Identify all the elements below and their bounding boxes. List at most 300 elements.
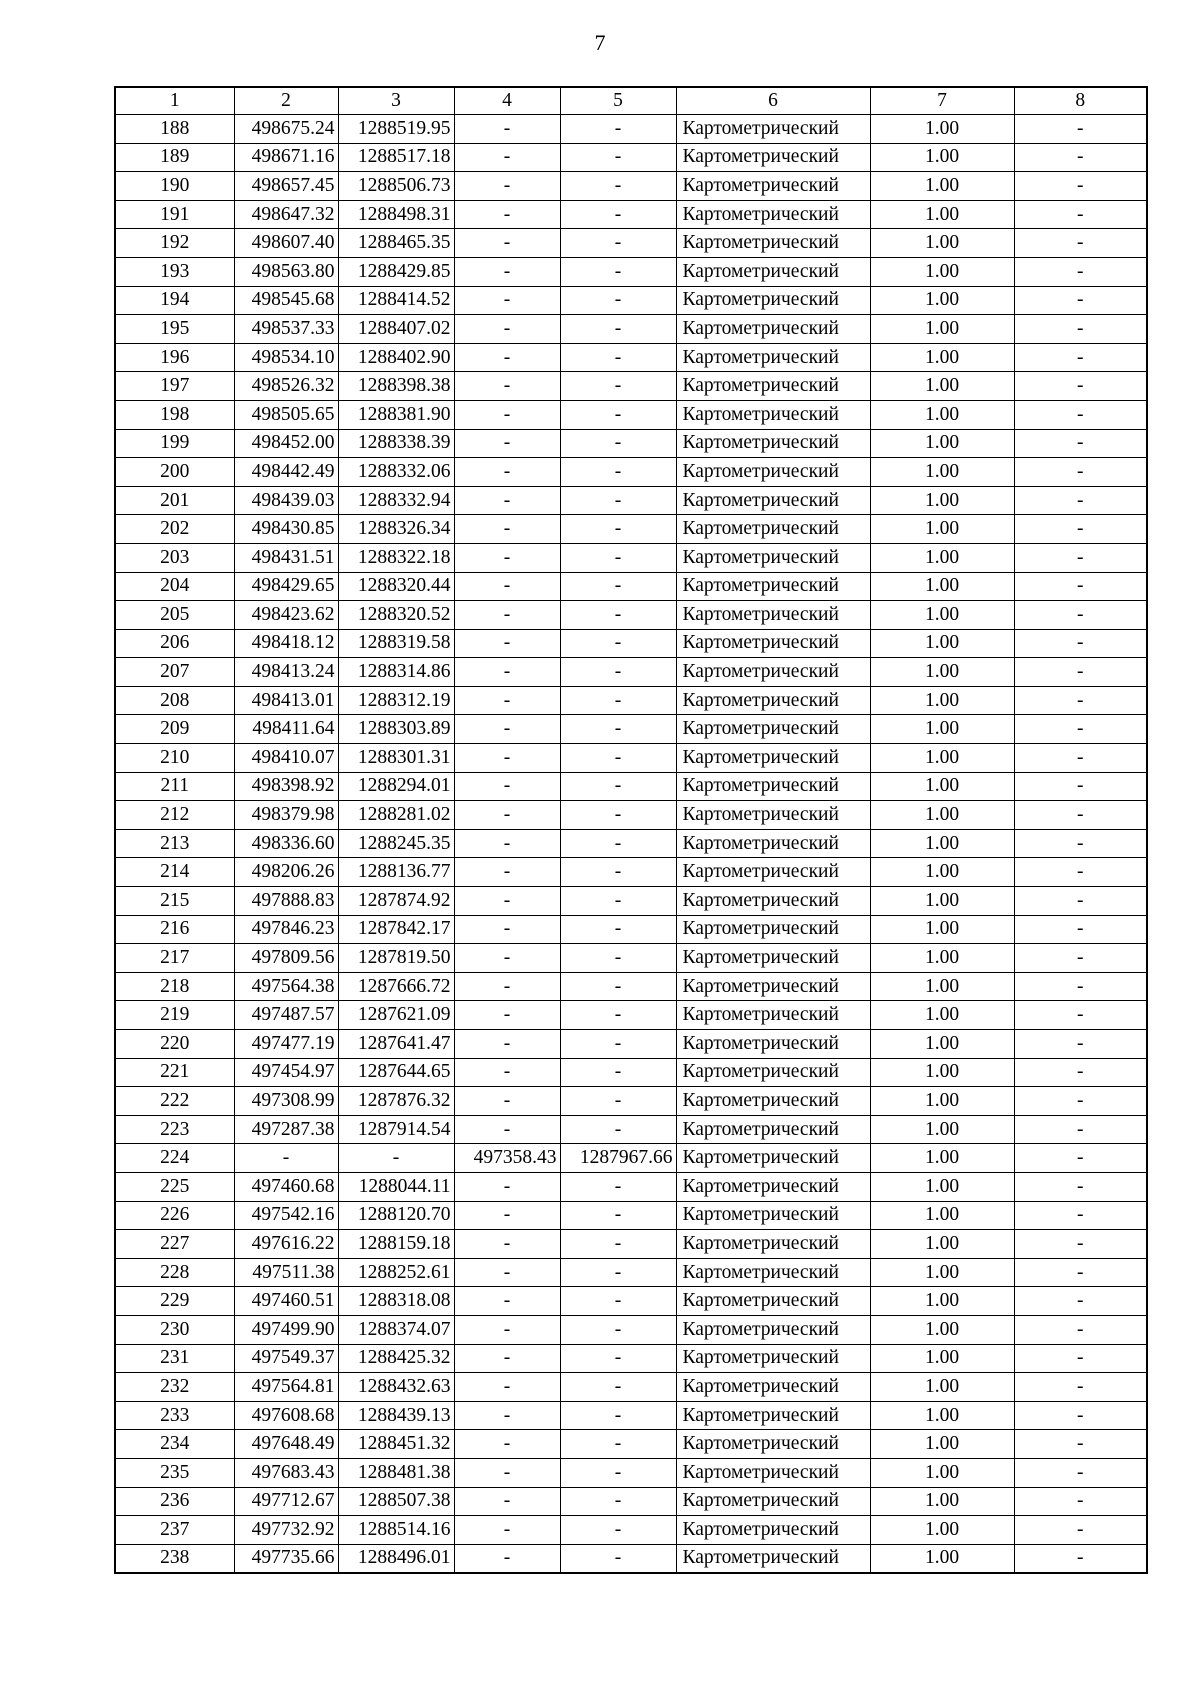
x-coordinate-cell: 497846.23 [234,915,338,944]
x-coordinate-cell: 497608.68 [234,1401,338,1430]
x-new-cell: - [454,1230,560,1259]
x-coordinate-cell: 498537.33 [234,315,338,344]
x-new-cell: - [454,515,560,544]
table-row [115,115,1147,144]
y-coordinate-cell: 1288320.52 [338,601,454,630]
y-new-cell: - [560,686,676,715]
x-coordinate-cell: 497712.67 [234,1487,338,1516]
point-number-cell: 223 [115,1115,234,1144]
x-coordinate-cell: 498430.85 [234,515,338,544]
y-coordinate-cell: 1288159.18 [338,1230,454,1259]
x-new-cell: - [454,715,560,744]
coordinates-table [114,86,1148,1574]
x-coordinate-cell: 497888.83 [234,887,338,916]
x-coordinate-cell: 498418.12 [234,629,338,658]
accuracy-cell: 1.00 [870,686,1014,715]
y-new-cell: - [560,715,676,744]
y-coordinate-cell: 1288312.19 [338,686,454,715]
y-new-cell: - [560,944,676,973]
point-number-cell: 218 [115,972,234,1001]
accuracy-cell: 1.00 [870,972,1014,1001]
table-row [115,1030,1147,1059]
x-coordinate-cell: 498647.32 [234,200,338,229]
x-coordinate-cell: 497454.97 [234,1058,338,1087]
y-coordinate-cell: 1288496.01 [338,1544,454,1573]
point-number-cell: 198 [115,400,234,429]
x-coordinate-cell: 498413.01 [234,686,338,715]
point-number-cell: 211 [115,772,234,801]
y-new-cell: - [560,1258,676,1287]
table-row [115,1401,1147,1430]
x-new-cell: - [454,172,560,201]
accuracy-cell: 1.00 [870,1172,1014,1201]
x-coordinate-cell: - [234,1144,338,1173]
description-cell: - [1014,801,1147,830]
description-cell: - [1014,744,1147,773]
point-number-cell: 215 [115,887,234,916]
method-cell: Картометрический [676,1201,870,1230]
y-new-cell: - [560,1487,676,1516]
y-coordinate-cell: 1288303.89 [338,715,454,744]
x-coordinate-cell: 498563.80 [234,257,338,286]
method-cell: Картометрический [676,1544,870,1573]
y-new-cell: - [560,801,676,830]
method-cell: Картометрический [676,686,870,715]
x-new-cell: - [454,686,560,715]
table-row [115,1544,1147,1573]
method-cell: Картометрический [676,1373,870,1402]
x-coordinate-cell: 498379.98 [234,801,338,830]
point-number-cell: 209 [115,715,234,744]
y-coordinate-cell: 1288519.95 [338,115,454,144]
x-new-cell: - [454,143,560,172]
table-row [115,629,1147,658]
y-coordinate-cell: 1288498.31 [338,200,454,229]
description-cell: - [1014,829,1147,858]
description-cell: - [1014,1201,1147,1230]
y-coordinate-cell: 1288432.63 [338,1373,454,1402]
description-cell: - [1014,400,1147,429]
description-cell: - [1014,1230,1147,1259]
point-number-cell: 202 [115,515,234,544]
y-new-cell: - [560,1030,676,1059]
table-row [115,1516,1147,1545]
x-coordinate-cell: 497683.43 [234,1458,338,1487]
table-row [115,887,1147,916]
y-coordinate-cell: 1287842.17 [338,915,454,944]
y-coordinate-cell: 1287644.65 [338,1058,454,1087]
description-cell: - [1014,1344,1147,1373]
y-coordinate-cell: 1288320.44 [338,572,454,601]
table-row [115,744,1147,773]
method-cell: Картометрический [676,601,870,630]
accuracy-cell: 1.00 [870,915,1014,944]
column-header: 8 [1014,87,1147,115]
description-cell: - [1014,1487,1147,1516]
y-coordinate-cell: 1287666.72 [338,972,454,1001]
accuracy-cell: 1.00 [870,1401,1014,1430]
x-coordinate-cell: 498671.16 [234,143,338,172]
y-new-cell: - [560,1458,676,1487]
point-number-cell: 192 [115,229,234,258]
description-cell: - [1014,429,1147,458]
method-cell: Картометрический [676,1172,870,1201]
y-new-cell: - [560,115,676,144]
y-coordinate-cell: 1288314.86 [338,658,454,687]
y-new-cell: - [560,1401,676,1430]
y-new-cell: - [560,1201,676,1230]
method-cell: Картометрический [676,286,870,315]
table-row [115,1430,1147,1459]
accuracy-cell: 1.00 [870,1001,1014,1030]
method-cell: Картометрический [676,801,870,830]
x-coordinate-cell: 498423.62 [234,601,338,630]
table-row [115,1144,1147,1173]
point-number-cell: 236 [115,1487,234,1516]
point-number-cell: 230 [115,1315,234,1344]
y-coordinate-cell: 1288318.08 [338,1287,454,1316]
point-number-cell: 227 [115,1230,234,1259]
accuracy-cell: 1.00 [870,458,1014,487]
point-number-cell: 200 [115,458,234,487]
description-cell: - [1014,1458,1147,1487]
description-cell: - [1014,1144,1147,1173]
x-new-cell: - [454,458,560,487]
y-coordinate-cell: 1288439.13 [338,1401,454,1430]
accuracy-cell: 1.00 [870,286,1014,315]
point-number-cell: 226 [115,1201,234,1230]
y-coordinate-cell: 1288301.31 [338,744,454,773]
accuracy-cell: 1.00 [870,1115,1014,1144]
y-new-cell: - [560,772,676,801]
method-cell: Картометрический [676,1458,870,1487]
method-cell: Картометрический [676,1258,870,1287]
x-new-cell: - [454,629,560,658]
accuracy-cell: 1.00 [870,372,1014,401]
column-header: 6 [676,87,870,115]
table-row [115,429,1147,458]
accuracy-cell: 1.00 [870,715,1014,744]
y-coordinate-cell: 1288506.73 [338,172,454,201]
point-number-cell: 233 [115,1401,234,1430]
description-cell: - [1014,1516,1147,1545]
method-cell: Картометрический [676,200,870,229]
method-cell: Картометрический [676,658,870,687]
point-number-cell: 228 [115,1258,234,1287]
description-cell: - [1014,858,1147,887]
y-coordinate-cell: 1287641.47 [338,1030,454,1059]
x-coordinate-cell: 498526.32 [234,372,338,401]
method-cell: Картометрический [676,744,870,773]
y-coordinate-cell: 1288326.34 [338,515,454,544]
accuracy-cell: 1.00 [870,1258,1014,1287]
x-coordinate-cell: 498505.65 [234,400,338,429]
accuracy-cell: 1.00 [870,1373,1014,1402]
accuracy-cell: 1.00 [870,143,1014,172]
accuracy-cell: 1.00 [870,1287,1014,1316]
accuracy-cell: 1.00 [870,944,1014,973]
description-cell: - [1014,1401,1147,1430]
y-new-cell: - [560,543,676,572]
method-cell: Картометрический [676,543,870,572]
method-cell: Картометрический [676,1315,870,1344]
method-cell: Картометрический [676,400,870,429]
table-row [115,1087,1147,1116]
x-coordinate-cell: 497648.49 [234,1430,338,1459]
y-new-cell: - [560,286,676,315]
table-row [115,1115,1147,1144]
accuracy-cell: 1.00 [870,1201,1014,1230]
accuracy-cell: 1.00 [870,1544,1014,1573]
y-coordinate-cell: 1287876.32 [338,1087,454,1116]
x-new-cell: - [454,1516,560,1545]
method-cell: Картометрический [676,1058,870,1087]
description-cell: - [1014,1315,1147,1344]
x-new-cell: - [454,1201,560,1230]
y-new-cell: - [560,858,676,887]
description-cell: - [1014,115,1147,144]
y-new-cell: - [560,629,676,658]
y-new-cell: - [560,172,676,201]
table-row [115,315,1147,344]
column-header: 7 [870,87,1014,115]
y-coordinate-cell: - [338,1144,454,1173]
y-coordinate-cell: 1288044.11 [338,1172,454,1201]
method-cell: Картометрический [676,944,870,973]
description-cell: - [1014,315,1147,344]
y-coordinate-cell: 1288120.70 [338,1201,454,1230]
method-cell: Картометрический [676,1516,870,1545]
x-coordinate-cell: 498398.92 [234,772,338,801]
point-number-cell: 225 [115,1172,234,1201]
accuracy-cell: 1.00 [870,1030,1014,1059]
description-cell: - [1014,944,1147,973]
description-cell: - [1014,572,1147,601]
description-cell: - [1014,772,1147,801]
x-new-cell: - [454,1344,560,1373]
x-new-cell: - [454,601,560,630]
x-new-cell: - [454,1287,560,1316]
method-cell: Картометрический [676,829,870,858]
accuracy-cell: 1.00 [870,172,1014,201]
y-coordinate-cell: 1288481.38 [338,1458,454,1487]
x-coordinate-cell: 497287.38 [234,1115,338,1144]
description-cell: - [1014,257,1147,286]
description-cell: - [1014,1287,1147,1316]
point-number-cell: 203 [115,543,234,572]
point-number-cell: 189 [115,143,234,172]
y-new-cell: - [560,572,676,601]
accuracy-cell: 1.00 [870,1315,1014,1344]
table-row [115,229,1147,258]
table-row [115,515,1147,544]
point-number-cell: 196 [115,343,234,372]
y-coordinate-cell: 1288465.35 [338,229,454,258]
table-row [115,686,1147,715]
table-row [115,1315,1147,1344]
table-row [115,1344,1147,1373]
x-coordinate-cell: 498675.24 [234,115,338,144]
description-cell: - [1014,200,1147,229]
table-row [115,944,1147,973]
x-coordinate-cell: 498410.07 [234,744,338,773]
y-coordinate-cell: 1288451.32 [338,1430,454,1459]
table-row [115,257,1147,286]
accuracy-cell: 1.00 [870,829,1014,858]
y-new-cell: - [560,429,676,458]
y-new-cell: - [560,1544,676,1573]
y-new-cell: - [560,143,676,172]
y-coordinate-cell: 1288319.58 [338,629,454,658]
x-coordinate-cell: 497511.38 [234,1258,338,1287]
y-coordinate-cell: 1288136.77 [338,858,454,887]
column-header: 1 [115,87,234,115]
table-row [115,286,1147,315]
method-cell: Картометрический [676,1401,870,1430]
accuracy-cell: 1.00 [870,1230,1014,1259]
y-coordinate-cell: 1288374.07 [338,1315,454,1344]
y-coordinate-cell: 1288414.52 [338,286,454,315]
y-coordinate-cell: 1288514.16 [338,1516,454,1545]
y-new-cell: - [560,343,676,372]
accuracy-cell: 1.00 [870,115,1014,144]
accuracy-cell: 1.00 [870,1430,1014,1459]
accuracy-cell: 1.00 [870,1344,1014,1373]
y-new-cell: - [560,915,676,944]
accuracy-cell: 1.00 [870,629,1014,658]
method-cell: Картометрический [676,1487,870,1516]
y-new-cell: - [560,829,676,858]
y-coordinate-cell: 1287621.09 [338,1001,454,1030]
point-number-cell: 224 [115,1144,234,1173]
method-cell: Картометрический [676,1287,870,1316]
y-new-cell: - [560,257,676,286]
description-cell: - [1014,887,1147,916]
y-coordinate-cell: 1288429.85 [338,257,454,286]
table-row [115,172,1147,201]
x-new-cell: - [454,1487,560,1516]
method-cell: Картометрический [676,715,870,744]
x-coordinate-cell: 498429.65 [234,572,338,601]
description-cell: - [1014,343,1147,372]
method-cell: Картометрический [676,486,870,515]
table-row [115,1287,1147,1316]
point-number-cell: 235 [115,1458,234,1487]
method-cell: Картометрический [676,115,870,144]
description-cell: - [1014,1001,1147,1030]
x-new-cell: - [454,1001,560,1030]
y-new-cell: - [560,1230,676,1259]
x-coordinate-cell: 498413.24 [234,658,338,687]
point-number-cell: 193 [115,257,234,286]
method-cell: Картометрический [676,972,870,1001]
x-coordinate-cell: 498657.45 [234,172,338,201]
y-new-cell: - [560,486,676,515]
method-cell: Картометрический [676,915,870,944]
method-cell: Картометрический [676,229,870,258]
x-new-cell: - [454,887,560,916]
accuracy-cell: 1.00 [870,1458,1014,1487]
x-coordinate-cell: 497308.99 [234,1087,338,1116]
accuracy-cell: 1.00 [870,257,1014,286]
y-new-cell: - [560,1058,676,1087]
x-new-cell: - [454,1258,560,1287]
x-coordinate-cell: 497549.37 [234,1344,338,1373]
y-new-cell: - [560,200,676,229]
accuracy-cell: 1.00 [870,1058,1014,1087]
x-new-cell: - [454,257,560,286]
description-cell: - [1014,658,1147,687]
point-number-cell: 191 [115,200,234,229]
x-new-cell: - [454,1430,560,1459]
description-cell: - [1014,1172,1147,1201]
description-cell: - [1014,1087,1147,1116]
description-cell: - [1014,543,1147,572]
point-number-cell: 219 [115,1001,234,1030]
y-new-cell: - [560,1344,676,1373]
point-number-cell: 216 [115,915,234,944]
x-new-cell: - [454,286,560,315]
y-new-cell: - [560,887,676,916]
description-cell: - [1014,1544,1147,1573]
description-cell: - [1014,172,1147,201]
x-new-cell: - [454,229,560,258]
method-cell: Картометрический [676,1344,870,1373]
table-row [115,829,1147,858]
x-new-cell: - [454,1172,560,1201]
method-cell: Картометрический [676,143,870,172]
table-row [115,715,1147,744]
point-number-cell: 201 [115,486,234,515]
description-cell: - [1014,1430,1147,1459]
description-cell: - [1014,1058,1147,1087]
x-coordinate-cell: 498431.51 [234,543,338,572]
accuracy-cell: 1.00 [870,200,1014,229]
x-new-cell: - [454,658,560,687]
point-number-cell: 213 [115,829,234,858]
table-body [115,87,1147,1573]
y-new-cell: - [560,458,676,487]
table-row [115,400,1147,429]
y-coordinate-cell: 1288332.94 [338,486,454,515]
x-new-cell: - [454,915,560,944]
accuracy-cell: 1.00 [870,744,1014,773]
table-row [115,372,1147,401]
x-new-cell: - [454,343,560,372]
accuracy-cell: 1.00 [870,1487,1014,1516]
point-number-cell: 210 [115,744,234,773]
x-new-cell: - [454,1458,560,1487]
description-cell: - [1014,972,1147,1001]
description-cell: - [1014,372,1147,401]
y-coordinate-cell: 1287874.92 [338,887,454,916]
y-new-cell: - [560,372,676,401]
table-row [115,458,1147,487]
y-new-cell: - [560,1516,676,1545]
y-coordinate-cell: 1288252.61 [338,1258,454,1287]
point-number-cell: 214 [115,858,234,887]
method-cell: Картометрический [676,172,870,201]
y-new-cell: - [560,972,676,1001]
x-new-cell: - [454,1373,560,1402]
method-cell: Картометрический [676,629,870,658]
column-header: 3 [338,87,454,115]
description-cell: - [1014,1030,1147,1059]
point-number-cell: 197 [115,372,234,401]
accuracy-cell: 1.00 [870,887,1014,916]
method-cell: Картометрический [676,343,870,372]
x-new-cell: - [454,372,560,401]
